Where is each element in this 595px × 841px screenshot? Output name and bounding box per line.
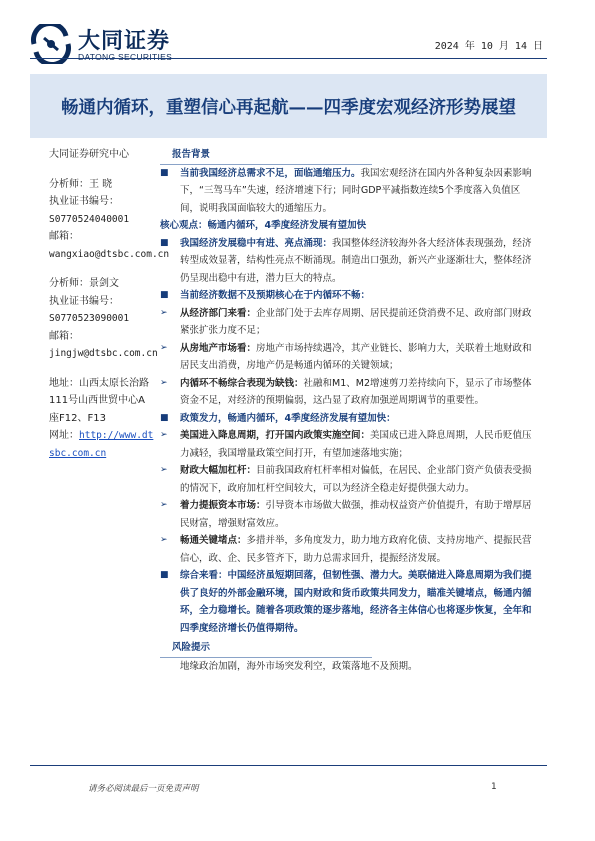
risk-text: 地缘政治加剧，海外市场突发利空，政策落地不及预期。 [180, 660, 418, 672]
sub-list-item: ➢ 从经济部门来看：企业部门处于去库存周期、居民提前还贷消费不足、政府部门财政紧张扩张力度不足； [160, 305, 538, 340]
arrow-bullet-icon: ➢ [160, 307, 168, 318]
page-number: 1 [491, 782, 497, 792]
analyst1-cert-label: 执业证书编号： [49, 196, 119, 207]
website-label: 网址： [49, 430, 79, 441]
report-date: 2024 年 10 月 14 日 [434, 41, 543, 52]
arrow-bullet-icon: ➢ [160, 430, 168, 440]
analyst2-email-label: 邮箱： [49, 330, 79, 342]
analyst1-name: 分析师：王 晓 [49, 178, 113, 190]
arrow-bullet-icon: ➢ [160, 535, 168, 545]
core-view-heading: 核心观点：畅通内循环，4季度经济发展有望加快 [160, 220, 367, 231]
sub-list-item: ➢ 内循环不畅综合表现为缺钱：社融和M1、M2增速剪刀差持续向下，显示了市场整体资金不足，对经济的预期偏弱，这凸显了政府加强逆周期调节的重要性。 [160, 375, 538, 410]
report-summary [160, 146, 538, 675]
section-title-background: 报告背景 [160, 146, 372, 165]
section-title-risk: 风险提示 [160, 639, 372, 658]
list-item: ■ 我国经济发展稳中有进、亮点涌现：我国整体经济较海外各大经济体表现强劲，经济转型成效显著，结构性亮点不断涌现。制造出口强劲，新兴产业逐渐壮大，整体经济仍呈现出稳中有进，潜力巨大的特点。 [160, 235, 538, 288]
list-item: ■ 当前经济数据不及预期核心在于内循环不畅： [160, 287, 538, 305]
sub-list-item: ➢ 着力提振资本市场：引导资本市场做大做强，推动权益资产价值提升，有助于增厚居民财富，增强财富效应。 [160, 497, 538, 532]
website-link[interactable]: http://www.dtsbc.com.cn [49, 430, 154, 459]
analyst1-cert: S0770524040001 [49, 213, 130, 225]
analyst-sidebar [49, 146, 170, 462]
analyst1-email: wangxiao@dtsbc.com.cn [49, 248, 170, 260]
square-bullet-icon: ■ [160, 570, 169, 580]
company-logo [30, 22, 200, 66]
report-title: 畅通内循环，重塑信心再起航——四季度宏观经济形势展望 [61, 98, 516, 118]
footer-divider [30, 765, 547, 766]
analyst2-email: jingjw@dtsbc.com.cn [49, 348, 158, 359]
header-divider [30, 58, 547, 59]
list-item: ■ 当前我国经济总需求不足，面临通缩压力。我国宏观经济在国内外各种复杂因素影响下，“三驾马车”失速，经济增速下行；同时GDP平减指数连续5个季度落入负值区间，说明我国面临较大的通缩压力。 [160, 165, 538, 218]
logo-text-cn: 大同证券 [78, 29, 171, 54]
arrow-bullet-icon: ➢ [160, 342, 168, 353]
list-item: ■ 综合来看：中国经济虽短期回落，但韧性强、潜力大。美联储进入降息周期为我们提供了良好的外部金融环境，国内财政和货币政策共同发力，瞄准关键堵点，畅通内循环，全力稳增长。随着各项政策的逐步落地，经济各主体信心也将逐步恢复，全年和四季度经济增长仍值得期待。 [160, 567, 538, 637]
title-banner [30, 74, 547, 138]
research-org: 大同证券研究中心 [49, 149, 129, 160]
disclaimer-note: 请务必阅读最后一页免责声明 [88, 784, 199, 794]
analyst1-email-label: 邮箱： [49, 231, 79, 242]
arrow-bullet-icon: ➢ [160, 500, 168, 510]
sub-list-item: ➢ 从房地产市场看：房地产市场持续遇冷，其产业链长、影响力大，关联着土地财政和居民支出消费，房地产仍是畅通内循环的关键领域； [160, 340, 538, 375]
square-bullet-icon: ■ [160, 412, 169, 423]
arrow-bullet-icon: ➢ [160, 377, 168, 388]
sub-list-item: ➢ 财政大幅加杠杆：目前我国政府杠杆率相对偏低，在居民、企业部门资产负债表受损的情况下，政府加杠杆空间较大，可以为经济全稳走好提供强大动力。 [160, 462, 538, 497]
sub-list-item: ➢ 畅通关键堵点：多措并举，多角度发力，助力地方政府化债、支持房地产、提振民营信心，政、企、民多管齐下，助力总需求回升，提振经济发展。 [160, 532, 538, 567]
logo-text-en: DATONG SECURITIES [78, 52, 173, 62]
analyst2-cert: S0770523090001 [49, 313, 130, 324]
analyst2-cert-label: 执业证书编号： [49, 295, 119, 307]
list-item: ■ 政策发力，畅通内循环，4季度经济发展有望加快： [160, 410, 538, 428]
square-bullet-icon: ■ [160, 290, 169, 300]
square-bullet-icon: ■ [160, 167, 169, 178]
square-bullet-icon: ■ [160, 237, 169, 248]
company-address: 地址：山西太原长治路111号山西世贸中心A座F12、F13 [49, 377, 149, 424]
sub-list-item: ➢ 美国进入降息周期，打开国内政策实施空间：美国成已进入降息周期，人民币贬值压力减轻，我国增量政策空间打开，有望加速落地实施； [160, 427, 538, 462]
arrow-bullet-icon: ➢ [160, 465, 168, 475]
analyst2-name: 分析师：景剑文 [49, 278, 119, 289]
